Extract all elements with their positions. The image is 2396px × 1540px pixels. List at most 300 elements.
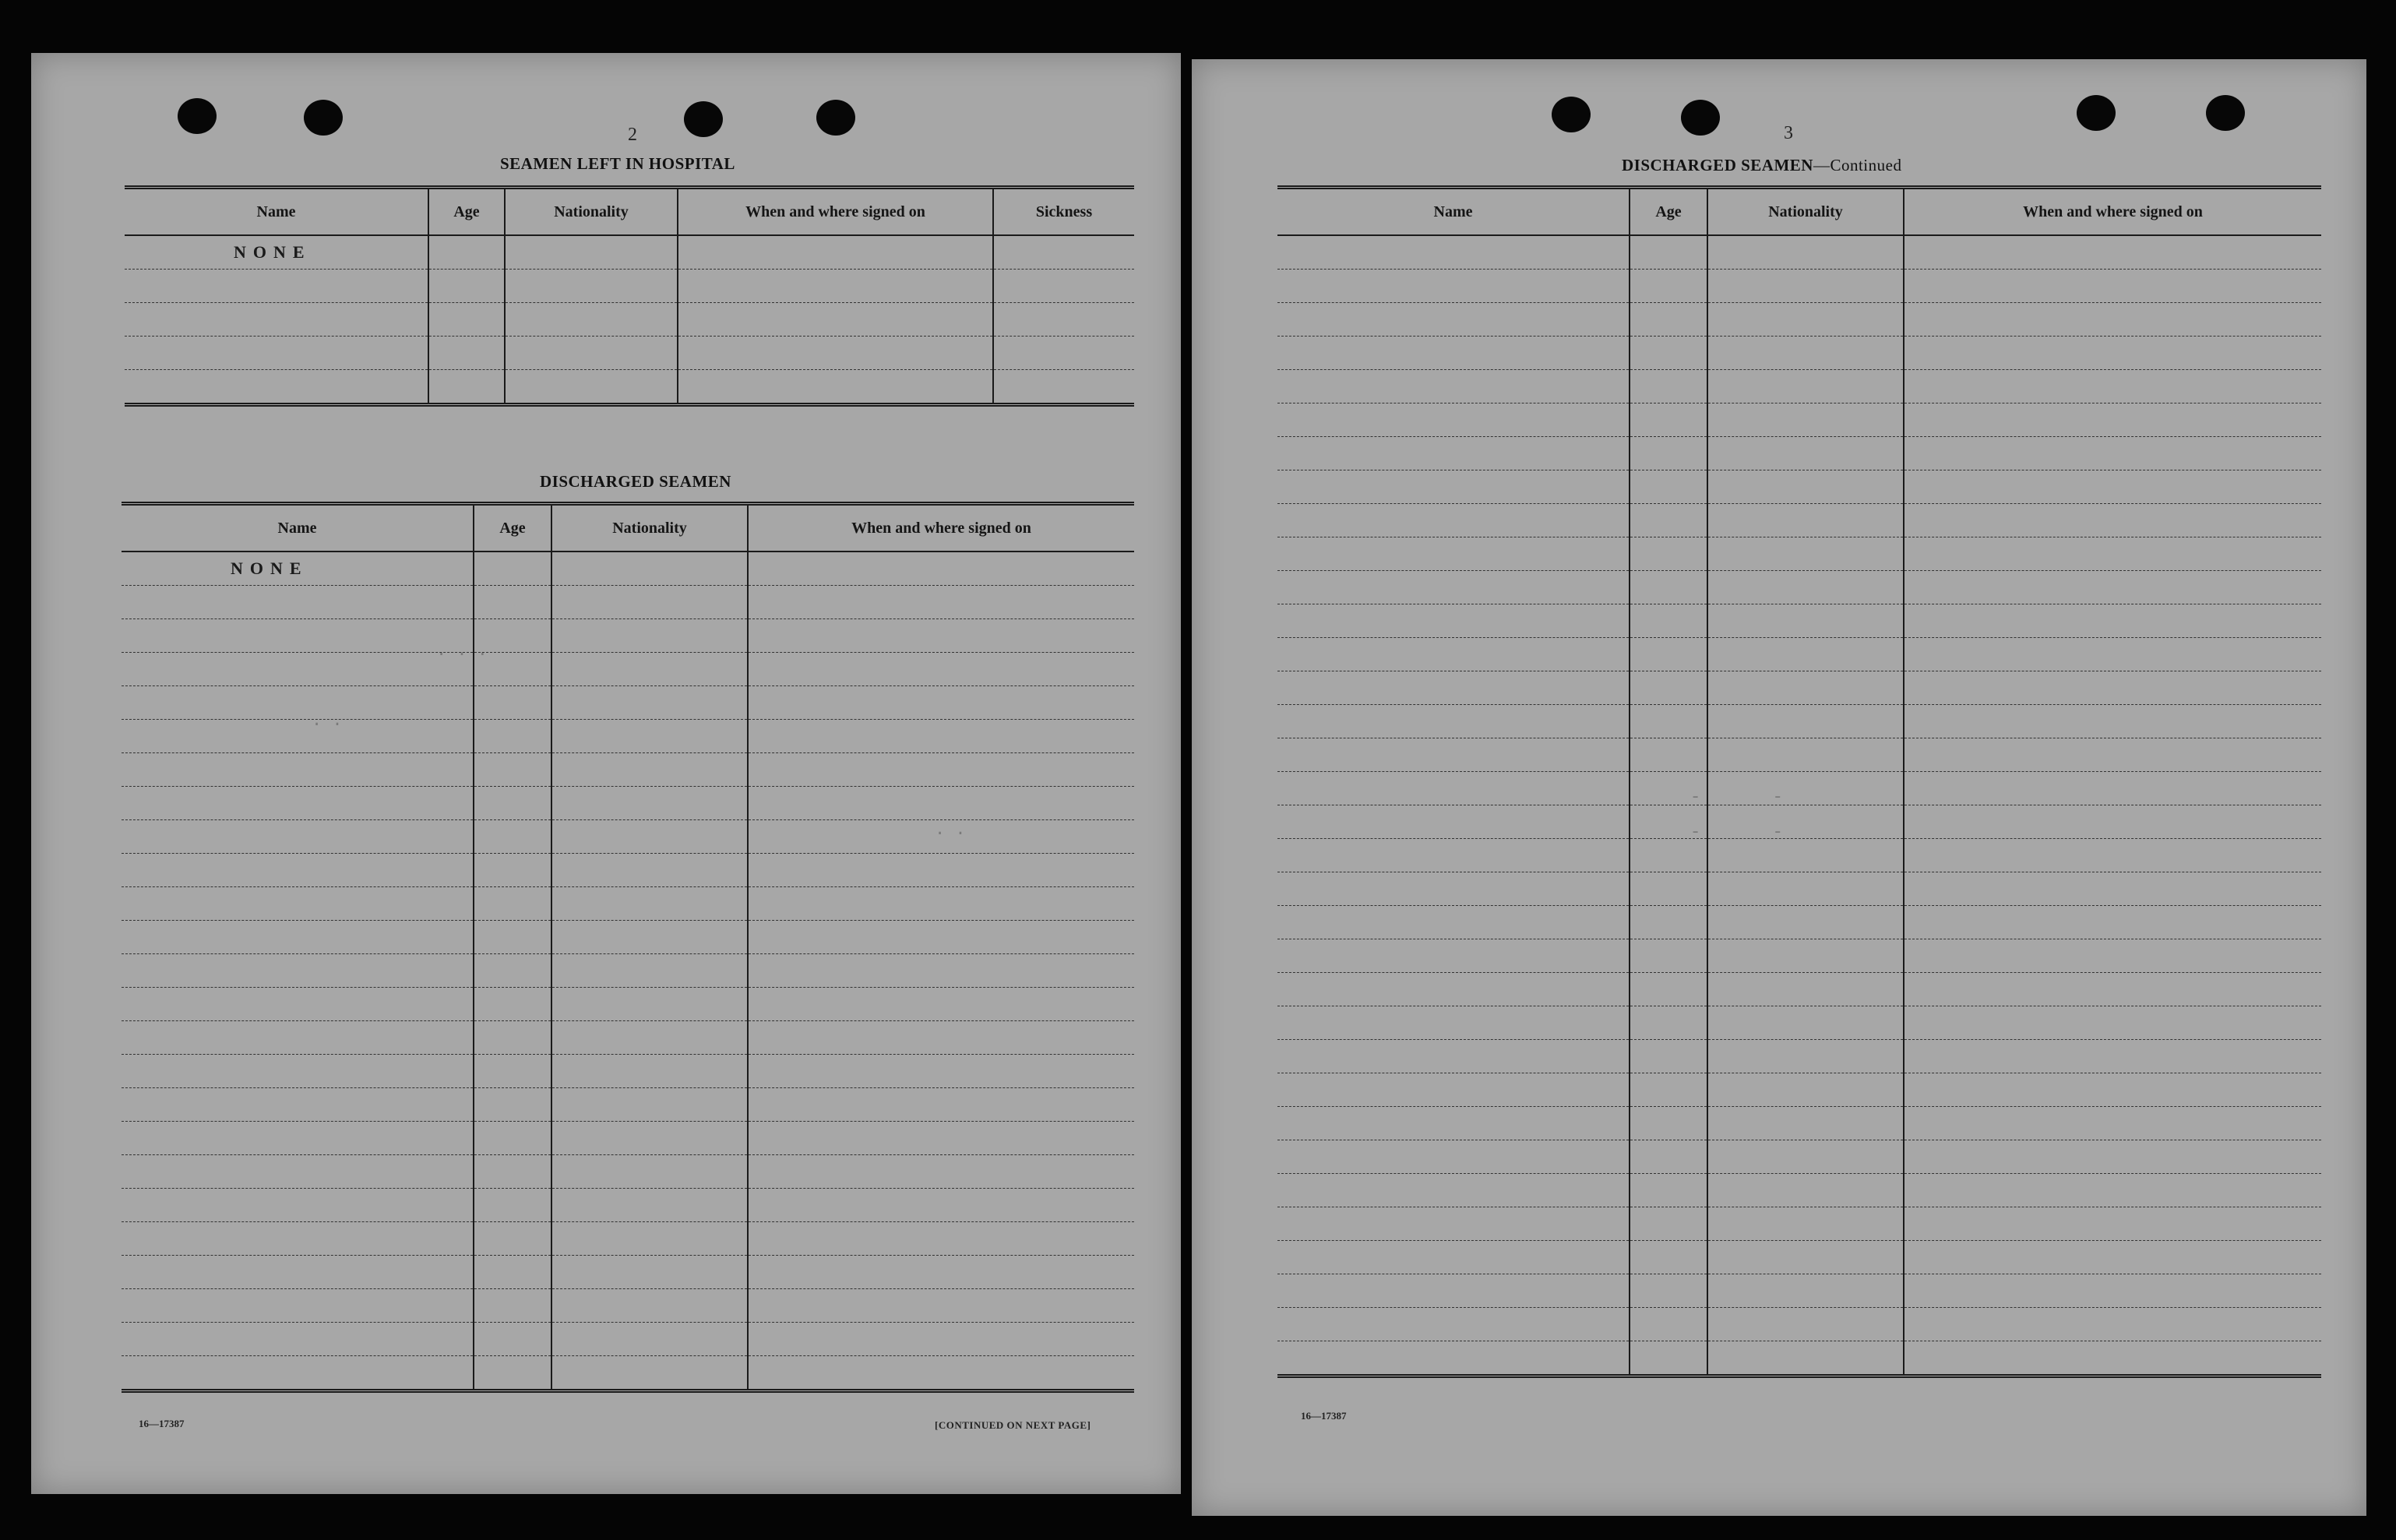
signed-on-cell bbox=[748, 1256, 1134, 1289]
table-row bbox=[1277, 638, 2321, 671]
nationality-cell bbox=[1707, 604, 1904, 638]
sickness-cell bbox=[993, 270, 1134, 303]
continued-note: [CONTINUED ON NEXT PAGE] bbox=[935, 1419, 1091, 1431]
form-number: 16—17387 bbox=[1301, 1410, 1347, 1422]
nationality-cell bbox=[1707, 973, 1904, 1006]
signed-on-cell bbox=[748, 720, 1134, 753]
punch-hole bbox=[178, 98, 217, 134]
age-cell bbox=[1630, 671, 1707, 705]
age-cell bbox=[474, 921, 551, 954]
age-cell bbox=[474, 787, 551, 820]
name-cell bbox=[122, 887, 474, 921]
signed-on-cell bbox=[748, 1323, 1134, 1356]
signed-on-cell bbox=[1904, 839, 2321, 872]
signed-on-cell bbox=[748, 619, 1134, 653]
signed-on-cell bbox=[748, 787, 1134, 820]
signed-on-cell bbox=[1904, 270, 2321, 303]
name-cell bbox=[1277, 638, 1630, 671]
table-row bbox=[122, 954, 1134, 988]
name-cell bbox=[1277, 1040, 1630, 1073]
name-cell bbox=[122, 686, 474, 720]
signed-on-cell bbox=[1904, 872, 2321, 906]
age-cell bbox=[1630, 638, 1707, 671]
nationality-cell bbox=[1707, 1207, 1904, 1241]
table-row bbox=[1277, 303, 2321, 337]
signed-on-cell bbox=[1904, 1140, 2321, 1174]
name-cell bbox=[1277, 738, 1630, 772]
age-cell bbox=[474, 887, 551, 921]
table-row bbox=[1277, 939, 2321, 973]
table-row bbox=[1277, 973, 2321, 1006]
hospital-section-title: SEAMEN LEFT IN HOSPITAL bbox=[500, 154, 735, 173]
nationality-cell bbox=[1707, 303, 1904, 337]
section-title-text: DISCHARGED SEAMEN bbox=[1622, 156, 1813, 174]
signed-on-cell bbox=[1904, 437, 2321, 470]
table-row bbox=[1277, 1040, 2321, 1073]
column-header-sickness: Sickness bbox=[993, 188, 1134, 236]
signed-on-cell bbox=[1904, 1207, 2321, 1241]
name-cell bbox=[122, 1256, 474, 1289]
name-cell bbox=[1277, 1207, 1630, 1241]
column-header-age: Age bbox=[428, 188, 505, 236]
table-row bbox=[1277, 1341, 2321, 1376]
age-cell bbox=[1630, 470, 1707, 504]
column-header-name: Name bbox=[122, 504, 474, 552]
signed-on-cell bbox=[1904, 1274, 2321, 1308]
age-cell bbox=[474, 1122, 551, 1155]
name-cell bbox=[1277, 235, 1630, 270]
name-cell bbox=[1277, 805, 1630, 839]
age-cell bbox=[1630, 939, 1707, 973]
signed-on-cell bbox=[748, 1189, 1134, 1222]
name-cell bbox=[1277, 772, 1630, 805]
name-cell bbox=[1277, 906, 1630, 939]
age-cell bbox=[474, 1088, 551, 1122]
age-cell bbox=[1630, 738, 1707, 772]
table-row bbox=[122, 1323, 1134, 1356]
nationality-cell bbox=[551, 586, 748, 619]
nationality-cell bbox=[551, 753, 748, 787]
name-cell bbox=[125, 370, 428, 405]
nationality-cell bbox=[551, 653, 748, 686]
nationality-cell bbox=[551, 1256, 748, 1289]
name-cell bbox=[1277, 437, 1630, 470]
punch-hole bbox=[2077, 95, 2116, 131]
table-row bbox=[125, 370, 1134, 405]
nationality-cell bbox=[505, 270, 678, 303]
age-cell bbox=[1630, 973, 1707, 1006]
table-row bbox=[122, 753, 1134, 787]
name-cell bbox=[122, 787, 474, 820]
age-cell bbox=[1630, 839, 1707, 872]
discharged-section-title: DISCHARGED SEAMEN bbox=[540, 472, 731, 491]
table-row bbox=[1277, 604, 2321, 638]
signed-on-cell bbox=[678, 235, 993, 270]
column-header-name: Name bbox=[1277, 188, 1630, 236]
signed-on-cell bbox=[748, 1088, 1134, 1122]
signed-on-cell bbox=[678, 370, 993, 405]
age-cell bbox=[1630, 437, 1707, 470]
name-cell bbox=[1277, 303, 1630, 337]
signed-on-cell bbox=[1904, 1241, 2321, 1274]
signed-on-cell bbox=[748, 1055, 1134, 1088]
table-row bbox=[122, 921, 1134, 954]
signed-on-cell bbox=[1904, 1308, 2321, 1341]
table-row bbox=[1277, 370, 2321, 404]
nationality-cell bbox=[1707, 939, 1904, 973]
age-cell bbox=[474, 954, 551, 988]
age-cell bbox=[1630, 235, 1707, 270]
sickness-cell bbox=[993, 370, 1134, 405]
nationality-cell bbox=[1707, 906, 1904, 939]
nationality-cell bbox=[1707, 571, 1904, 604]
table-row bbox=[1277, 1207, 2321, 1241]
signed-on-cell bbox=[748, 854, 1134, 887]
nationality-cell bbox=[1707, 872, 1904, 906]
table-row bbox=[1277, 1308, 2321, 1341]
signed-on-cell bbox=[1904, 504, 2321, 537]
name-cell bbox=[1277, 537, 1630, 571]
signed-on-cell bbox=[748, 1155, 1134, 1189]
table-row bbox=[122, 787, 1134, 820]
table-row bbox=[122, 1356, 1134, 1391]
name-cell bbox=[1277, 270, 1630, 303]
signed-on-cell bbox=[678, 303, 993, 337]
age-cell bbox=[474, 988, 551, 1021]
discharged-table-continued bbox=[1277, 185, 2321, 1378]
table-row bbox=[122, 1055, 1134, 1088]
name-cell bbox=[1277, 1241, 1630, 1274]
name-cell: NONE bbox=[122, 552, 474, 586]
table-row bbox=[1277, 1006, 2321, 1040]
name-cell bbox=[122, 1323, 474, 1356]
age-cell bbox=[1630, 604, 1707, 638]
age-cell bbox=[1630, 906, 1707, 939]
age-cell bbox=[1630, 872, 1707, 906]
age-cell bbox=[1630, 303, 1707, 337]
age-cell bbox=[1630, 337, 1707, 370]
table-row bbox=[122, 552, 1134, 586]
nationality-cell bbox=[551, 1323, 748, 1356]
nationality-cell bbox=[1707, 1107, 1904, 1140]
nationality-cell bbox=[1707, 1040, 1904, 1073]
name-cell bbox=[1277, 1140, 1630, 1174]
table-row bbox=[1277, 270, 2321, 303]
nationality-cell bbox=[1707, 671, 1904, 705]
signed-on-cell bbox=[1904, 303, 2321, 337]
name-cell: NONE bbox=[125, 235, 428, 270]
signed-on-cell bbox=[748, 954, 1134, 988]
name-cell bbox=[1277, 1174, 1630, 1207]
name-cell bbox=[122, 1189, 474, 1222]
sickness-cell bbox=[993, 337, 1134, 370]
name-cell bbox=[1277, 1341, 1630, 1376]
table-row bbox=[1277, 872, 2321, 906]
table-row bbox=[125, 337, 1134, 370]
name-cell bbox=[1277, 404, 1630, 437]
punch-hole bbox=[2206, 95, 2245, 131]
punch-hole bbox=[816, 100, 855, 136]
nationality-cell bbox=[551, 720, 748, 753]
signed-on-cell bbox=[678, 337, 993, 370]
nationality-cell bbox=[1707, 1006, 1904, 1040]
name-cell bbox=[125, 303, 428, 337]
column-header-signed-on: When and where signed on bbox=[678, 188, 993, 236]
age-cell bbox=[474, 1256, 551, 1289]
name-cell bbox=[122, 619, 474, 653]
name-cell bbox=[1277, 839, 1630, 872]
signed-on-cell bbox=[748, 1289, 1134, 1323]
age-cell bbox=[474, 586, 551, 619]
sickness-cell bbox=[993, 235, 1134, 270]
signed-on-cell bbox=[748, 686, 1134, 720]
nationality-cell bbox=[551, 1189, 748, 1222]
name-cell bbox=[122, 988, 474, 1021]
nationality-cell bbox=[1707, 1241, 1904, 1274]
age-cell bbox=[1630, 705, 1707, 738]
name-cell bbox=[122, 653, 474, 686]
signed-on-cell bbox=[1904, 906, 2321, 939]
table-row bbox=[1277, 772, 2321, 805]
name-cell bbox=[1277, 571, 1630, 604]
age-cell bbox=[474, 820, 551, 854]
nationality-cell bbox=[551, 787, 748, 820]
column-header-age: Age bbox=[474, 504, 551, 552]
name-cell bbox=[125, 270, 428, 303]
name-cell bbox=[125, 337, 428, 370]
table-row bbox=[122, 619, 1134, 653]
table-row bbox=[1277, 705, 2321, 738]
table-row bbox=[1277, 1140, 2321, 1174]
age-cell bbox=[1630, 1107, 1707, 1140]
signed-on-cell bbox=[1904, 1040, 2321, 1073]
left-page: 2 SEAMEN LEFT IN HOSPITAL Name Age Nationality When and where signed on Sickness NONE DISCHARGED SEAMEN Name Age Nationality When and where signed on NONE . . . . . . . 16—17387 [CONTINUED ON NEXT PAGE] bbox=[31, 53, 1181, 1494]
nationality-cell bbox=[505, 303, 678, 337]
column-header-age: Age bbox=[1630, 188, 1707, 236]
signed-on-cell bbox=[1904, 337, 2321, 370]
table-row bbox=[122, 1289, 1134, 1323]
table-row bbox=[1277, 906, 2321, 939]
table-row bbox=[122, 1189, 1134, 1222]
nationality-cell bbox=[551, 1222, 748, 1256]
signed-on-cell bbox=[748, 586, 1134, 619]
nationality-cell bbox=[551, 954, 748, 988]
punch-hole bbox=[1552, 97, 1591, 132]
signed-on-cell bbox=[748, 988, 1134, 1021]
table-row bbox=[122, 854, 1134, 887]
nationality-cell bbox=[1707, 1274, 1904, 1308]
signed-on-cell bbox=[1904, 1107, 2321, 1140]
sickness-cell bbox=[993, 303, 1134, 337]
age-cell bbox=[1630, 1006, 1707, 1040]
form-number: 16—17387 bbox=[139, 1418, 185, 1429]
nationality-cell bbox=[1707, 370, 1904, 404]
age-cell bbox=[1630, 1341, 1707, 1376]
table-row bbox=[125, 235, 1134, 270]
nationality-cell bbox=[505, 337, 678, 370]
punch-hole bbox=[1681, 100, 1720, 136]
table-row bbox=[1277, 235, 2321, 270]
nationality-cell bbox=[505, 235, 678, 270]
signed-on-cell bbox=[748, 552, 1134, 586]
table-row bbox=[1277, 738, 2321, 772]
name-cell bbox=[1277, 1308, 1630, 1341]
table-row bbox=[125, 303, 1134, 337]
nationality-cell bbox=[551, 854, 748, 887]
right-page: 3 DISCHARGED SEAMEN—Continued Name Age Nationality When and where signed on - - - - 16—17387 bbox=[1192, 59, 2366, 1516]
table-row bbox=[122, 820, 1134, 854]
age-cell bbox=[1630, 537, 1707, 571]
nationality-cell bbox=[1707, 337, 1904, 370]
punch-hole bbox=[304, 100, 343, 136]
nationality-cell bbox=[1707, 1174, 1904, 1207]
table-row bbox=[125, 270, 1134, 303]
nationality-cell bbox=[1707, 270, 1904, 303]
nationality-cell bbox=[551, 1289, 748, 1323]
signed-on-cell bbox=[1904, 705, 2321, 738]
name-cell bbox=[122, 1222, 474, 1256]
name-cell bbox=[122, 586, 474, 619]
nationality-cell bbox=[1707, 1341, 1904, 1376]
nationality-cell bbox=[551, 1122, 748, 1155]
name-cell bbox=[1277, 1107, 1630, 1140]
nationality-cell bbox=[505, 370, 678, 405]
name-cell bbox=[122, 820, 474, 854]
nationality-cell bbox=[551, 988, 748, 1021]
age-cell bbox=[1630, 1140, 1707, 1174]
nationality-cell bbox=[1707, 1073, 1904, 1107]
nationality-cell bbox=[551, 1055, 748, 1088]
nationality-cell bbox=[551, 686, 748, 720]
signed-on-cell bbox=[1904, 235, 2321, 270]
nationality-cell bbox=[1707, 705, 1904, 738]
age-cell bbox=[1630, 504, 1707, 537]
age-cell bbox=[1630, 1308, 1707, 1341]
nationality-cell bbox=[1707, 1140, 1904, 1174]
age-cell bbox=[1630, 370, 1707, 404]
nationality-cell bbox=[1707, 235, 1904, 270]
table-row bbox=[122, 1222, 1134, 1256]
signed-on-cell bbox=[1904, 1174, 2321, 1207]
table-row bbox=[122, 686, 1134, 720]
signed-on-cell bbox=[1904, 738, 2321, 772]
age-cell bbox=[474, 686, 551, 720]
signed-on-cell bbox=[748, 1021, 1134, 1055]
name-cell bbox=[1277, 1073, 1630, 1107]
signed-on-cell bbox=[1904, 671, 2321, 705]
age-cell bbox=[1630, 1073, 1707, 1107]
continued-suffix: —Continued bbox=[1813, 156, 1902, 174]
table-row bbox=[122, 586, 1134, 619]
signed-on-cell bbox=[1904, 404, 2321, 437]
age-cell bbox=[428, 303, 505, 337]
name-cell bbox=[122, 720, 474, 753]
age-cell bbox=[428, 370, 505, 405]
age-cell bbox=[474, 1155, 551, 1189]
name-cell bbox=[1277, 604, 1630, 638]
signed-on-cell bbox=[748, 653, 1134, 686]
nationality-cell bbox=[1707, 1308, 1904, 1341]
age-cell bbox=[1630, 404, 1707, 437]
table-row bbox=[122, 720, 1134, 753]
signed-on-cell bbox=[748, 887, 1134, 921]
name-cell bbox=[1277, 370, 1630, 404]
age-cell bbox=[1630, 571, 1707, 604]
nationality-cell bbox=[1707, 839, 1904, 872]
age-cell bbox=[428, 235, 505, 270]
nationality-cell bbox=[1707, 537, 1904, 571]
column-header-nationality: Nationality bbox=[1707, 188, 1904, 236]
signed-on-cell bbox=[1904, 1341, 2321, 1376]
column-header-signed-on: When and where signed on bbox=[1904, 188, 2321, 236]
name-cell bbox=[122, 1356, 474, 1391]
table-row bbox=[1277, 1241, 2321, 1274]
name-cell bbox=[122, 1088, 474, 1122]
name-cell bbox=[1277, 504, 1630, 537]
signed-on-cell bbox=[1904, 973, 2321, 1006]
signed-on-cell bbox=[748, 921, 1134, 954]
signed-on-cell bbox=[1904, 537, 2321, 571]
table-row bbox=[122, 1155, 1134, 1189]
column-header-nationality: Nationality bbox=[505, 188, 678, 236]
table-row bbox=[1277, 437, 2321, 470]
signed-on-cell bbox=[1904, 1073, 2321, 1107]
table-row bbox=[1277, 1073, 2321, 1107]
name-cell bbox=[122, 854, 474, 887]
nationality-cell bbox=[1707, 638, 1904, 671]
table-row bbox=[1277, 337, 2321, 370]
nationality-cell bbox=[551, 820, 748, 854]
nationality-cell bbox=[1707, 437, 1904, 470]
table-row bbox=[1277, 571, 2321, 604]
nationality-cell bbox=[1707, 738, 1904, 772]
nationality-cell bbox=[551, 552, 748, 586]
signed-on-cell bbox=[1904, 638, 2321, 671]
name-cell bbox=[1277, 939, 1630, 973]
column-header-signed-on: When and where signed on bbox=[748, 504, 1134, 552]
age-cell bbox=[1630, 1207, 1707, 1241]
discharged-continued-title bbox=[1622, 156, 1901, 175]
discharged-table bbox=[122, 502, 1134, 1393]
table-row bbox=[122, 887, 1134, 921]
age-cell bbox=[474, 1055, 551, 1088]
punch-hole bbox=[684, 101, 723, 137]
table-row bbox=[122, 1021, 1134, 1055]
nationality-cell bbox=[1707, 470, 1904, 504]
table-row bbox=[1277, 404, 2321, 437]
name-cell bbox=[122, 1055, 474, 1088]
name-cell bbox=[1277, 1006, 1630, 1040]
age-cell bbox=[474, 1289, 551, 1323]
table-row bbox=[1277, 537, 2321, 571]
name-cell bbox=[122, 1021, 474, 1055]
name-cell bbox=[122, 753, 474, 787]
signed-on-cell bbox=[1904, 939, 2321, 973]
signed-on-cell bbox=[748, 753, 1134, 787]
name-cell bbox=[122, 921, 474, 954]
table-row bbox=[1277, 805, 2321, 839]
name-cell bbox=[122, 1122, 474, 1155]
nationality-cell bbox=[551, 1155, 748, 1189]
age-cell bbox=[1630, 270, 1707, 303]
name-cell bbox=[1277, 1274, 1630, 1308]
signed-on-cell bbox=[1904, 604, 2321, 638]
column-header-name: Name bbox=[125, 188, 428, 236]
table-row bbox=[1277, 671, 2321, 705]
name-cell bbox=[122, 1289, 474, 1323]
table-row bbox=[122, 988, 1134, 1021]
table-row bbox=[1277, 839, 2321, 872]
